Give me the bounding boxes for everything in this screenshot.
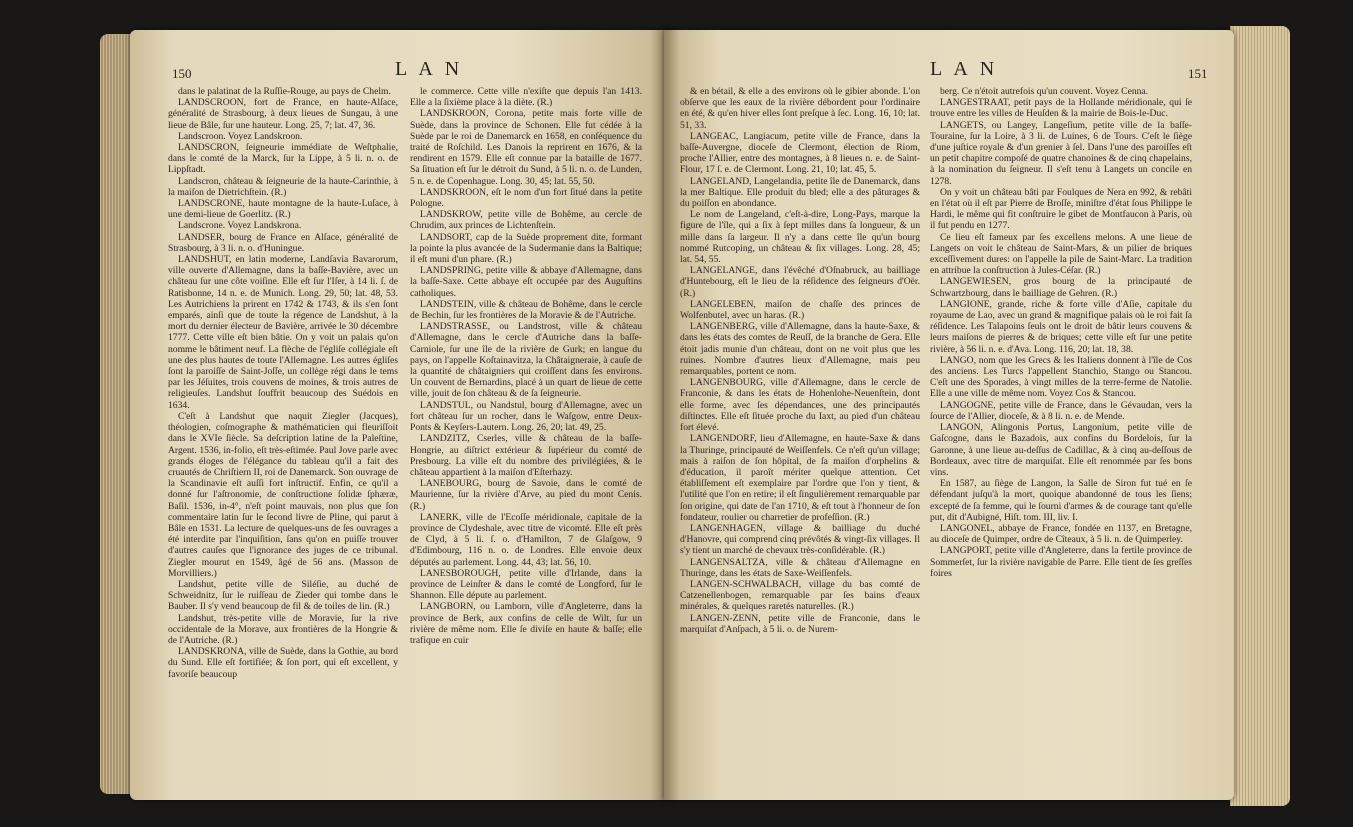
right-col1-entry: LANGENDORF, lieu d'Allemagne, en haute-Saxe & dans la Thuringe, principauté de Weiſſenfels. Ce n'eſt qu'un village; mais à raiſon de ſon hôpital, de ſa maiſon d'orphelins & d'éducation, il paroît mériter quelque attention. Cet établiſſement eſt exemplaire par l'ordre que l'on y tient, & l'utilité que l'on en retire; il eſt ſingulièrement remarquable par ſon origine, qui date de l'an 1710, & eſt tout à l'honneur de ſon fondateur, roulier ou charretier de profeſſion. (R.) xyxy=(680,433,920,523)
book-edge-left xyxy=(100,34,134,794)
right-page-number: 151 xyxy=(1188,66,1208,81)
right-col1-entry: LANGELAND, Langelandia, petite île de Danemarck, dans la mer Baltique. Elle produit du bled; elle a des pâturages & du poiſſon en abondance. xyxy=(680,175,920,210)
left-col2-entry: LANDSTEIN, ville & château de Bohême, dans le cercle de Bechin, ſur les frontières de la Moravie & de l'Autriche. xyxy=(410,298,642,322)
left-col1-entry: LANDSHUT, en latin moderne, Landſavia Bavarorum, ville ouverte d'Allemagne, dans la baſſe-Bavière, avec un château ſur une côte voiſine. Elle eſt ſur l'Iſer, à 14 li. ſ. de Ratisbonne, 14 n. e. de Munich. Long. 29, 50; lat. 48, 53. Les Autrichiens la prirent en 1742 & 1743, & ils s'en ſont emparés, ainſi que de toute la régence de Landshut, à la mort du dernier électeur de Bavière, arrivée le 30 décembre 1777. Cette ville eſt bien bâtie. On y voit un palais qu'on nomme le bâtiment neuf. La flèche de l'égliſe collégiale eſt une des plus hautes de toute l'Allemagne. Les autres égliſes ſont la paroiſſe de Saint-Joſſe, un collège régi dans le tems par les Jéſuites, trois couvens de moines, & trois autres de religieuſes. Landshut ſouffrit beaucoup des Suédois en 1634. xyxy=(168,254,398,411)
right-col2-entry: LANGONEL, abbaye de France, fondée en 1137, en Bretagne, au dioceſe de Quimper, ordre de Cîteaux, à 5 li. n. de Quimperley. xyxy=(930,522,1192,546)
right-col1-entry: LANGELEBEN, maiſon de chaſſe des princes de Wolfenbutel, avec un haras. (R.) xyxy=(680,298,920,322)
left-col2-entry: LANDSTRASSE, ou Landstrost, ville & château d'Allemagne, dans le cercle d'Autriche dans la baſſe-Carniole, ſur une île de la rivière de Gurk; en langue du pays, on l'appelle Koſtainavitza, la Châtaigneraie, à cauſe de la quantité de châtaigniers qui croiſſent dans ſes environs. Un couvent de Bernardins, placé à un quart de lieue de cette ville, jouit de ſon château & de ſa ſeigneurie. xyxy=(410,321,642,400)
right-col2-entry: LANGIONE, grande, riche & forte ville d'Aſie, capitale du royaume de Lao, avec un grand & magnifique palais où le roi fait ſa réſidence. Les Talapoins ſeuls ont le droit de bâtir leurs couvens & leurs maiſons de pierres & de briques; cette ville eſt ſur une petite rivière, à 56 li. n. e. d'Ava. Long. 116, 20; lat. 18, 38. xyxy=(930,298,1192,355)
book-gutter xyxy=(650,30,680,800)
right-col1-entry: LANGENBERG, ville d'Allemagne, dans la haute-Saxe, & dans les états des comtes de Reuſſ, de la branche de Gera. Elle étoit jadis munie d'un château, dont on ne voit plus que les ruines. Nombre d'autres lieux d'Allemagne, mais peu remarquables, portent ce nom. xyxy=(680,321,920,378)
right-col1-entry: LANGEAC, Langiacum, petite ville de France, dans la baſſe-Auvergne, dioceſe de Clermont, élection de Riom, proche l'Allier, entre des montagnes, à 8 lieues n. e. de Saint-Flour, 17 ſ. e. de Clermont. Long. 21, 10; lat. 45, 5. xyxy=(680,130,920,176)
left-col2-entry: LANDSKROW, petite ville de Bohême, au cercle de Chrudim, aux princes de Lichtenſtein. xyxy=(410,209,642,232)
left-col1-entry: C'eſt à Landshut que naquit Ziegler (Jacques), théologien, coſmographe & mathématicien qui fleuriſſoit dans le XVIe ſiècle. Sa deſcription latine de la Paleſtine, Argent. 1536, in-folio, eſt très-eſtimée. Paul Jove parle avec grands éloges de l'élégance du tableau qu'il a fait des cruautés de Chriſtiern II, roi de Danemarck. Son ouvrage de la Scandinavie eſt auſſi fort inſtructif. Enfin, ce qu'il a donné ſur l'aſtronomie, de conſtructione ſolidæ ſphæræ, Baſil. 1536, in-4°, n'eſt point mauvais, non plus que ſon commentaire latin ſur le ſecond livre de Pline, qui parut à Bâle en 1531. La lecture de quelques-uns de ſes ouvrages a été interdite par l'inquiſition, ſans qu'on en puiſſe trouver d'autres cauſes que l'ignorance des juges de ce tribunal. Ziegler mourut en 1549, âgé de 56 ans. (Masson de Morvilliers.) xyxy=(168,410,398,579)
right-col2-entry: LANGOGNE, petite ville de France, dans le Gévaudan, vers la ſource de l'Allier, dioceſe, & à 8 li. n. e. de Mende. xyxy=(930,399,1192,422)
right-col2-entry: On y voit un château bâti par Foulques de Nera en 992, & rebâti en l'état où il eſt par Pierre de Broſſe, miniſtre d'état ſous Philippe le Hardi, le même qui fit conſtruire le gibet de Montfaucon à Paris, où il fut pendu en 1277. xyxy=(930,186,1192,232)
right-col2-entry: LANGETS, ou Langey, Langeſium, petite ville de la baſſe-Touraine, ſur la Loire, à 3 li. de Luines, 6 de Tours. C'eſt le ſiège d'une juſtice royale & d'un grenier à ſel. Dans l'une des paroiſſes eſt un petit chapitre compoſé de quatre chanoines & de cinq chapelains, à la nomination du ſeigneur. Il s'eſt tenu à Langets un concile en 1278. xyxy=(930,119,1192,187)
left-col2-entry: LANDZITZ, Cserles, ville & château de la baſſe-Hongrie, au diſtrict extérieur & ſupérieur du comté de Presbourg. La ville eſt du nombre des privilégiées, & le château appartient à la maiſon d'Eſterhazy. xyxy=(410,433,642,478)
right-col2-entry: LANGEWIESEN, gros bourg de la principauté de Schwartzbourg, dans le bailliage de Gehren. (R.) xyxy=(930,276,1192,299)
right-col2-entry: LANGO, nom que les Grecs & les Italiens donnent à l'île de Cos des anciens. Les Turcs l'appellent Stanchio, Stango ou Stancou. C'eſt une des Sporades, à vingt milles de la terre-ferme de Natolie. Elle a une ville de même nom. Voyez Cos & Stancou. xyxy=(930,354,1192,400)
left-col1-entry: Landscrone. Voyez Landskrona. xyxy=(178,220,302,232)
left-col1-entry: Landshut, petite ville de Siléſie, au duché de Schweidnitz, ſur le ruiſſeau de Zieder qui tombe dans le Bauber. Il s'y vend beaucoup de fil & de toiles de lin. (R.) xyxy=(168,578,398,613)
right-running-header: L A N xyxy=(930,58,999,80)
left-col1-entry: LANDSCRON, ſeigneurie immédiate de Weſtphalie, dans le comté de la Marck, ſur la Lippe, à 5 li. n. o. de Lippſtadt. xyxy=(168,142,398,176)
right-col2-entry: LANGON, Alingonis Portus, Langonium, petite ville de Gaſcogne, dans le Bazadois, aux confins du Bordelois, ſur la Garonne, à une lieue au-deſſus de Cadillac, & à cinq au-deſſous de Bordeaux, avec titre de marquiſat. Elle eſt renommée par ſes bons vins. xyxy=(930,422,1192,478)
right-col1-entry: Le nom de Langeland, c'eſt-à-dire, Long-Pays, marque la figure de l'île, qui a ſix à ſept milles dans ſa longueur, & un mille dans ſa largeur. Il n'y a dans cette île qu'un bourg nommé Rutcoping, un château & ſix villages. Long. 28, 45; lat. 54, 55. xyxy=(680,209,920,266)
left-page-column-2 xyxy=(410,86,642,806)
left-col1-entry: dans le palatinat de la Ruſſie-Rouge, au pays de Chelm. xyxy=(178,86,391,97)
left-col2-entry: le commerce. Cette ville n'exiſte que depuis l'an 1413. Elle a la ſixième place à la diète. (R.) xyxy=(410,86,642,109)
left-col1-entry: LANDSCRONE, haute montagne de la haute-Luſace, à une demi-lieue de Goerlitz. (R.) xyxy=(168,198,398,221)
left-page-number: 150 xyxy=(172,66,192,81)
left-col1-entry: Landshut, très-petite ville de Moravie, ſur la rive occidentale de la Morave, aux frontières de la Hongrie & de l'Autriche. (R.) xyxy=(168,612,398,646)
left-page-column-1 xyxy=(168,86,398,806)
right-page-column-1 xyxy=(680,86,920,806)
right-col1-entry: LANGELANGE, dans l'évêché d'Oſnabruck, au bailliage d'Huntebourg, eſt le lieu de la réſidence des ſeigneurs d'Oër. (R.) xyxy=(680,265,920,299)
right-col2-entry: berg. Ce n'étoit autrefois qu'un couvent. Voyez Cenna. xyxy=(940,86,1149,97)
right-col1-entry: LANGENSALTZA, ville & château d'Allemagne en Thuringe, dans les états de Saxe-Weiſſenfels. xyxy=(680,556,920,579)
left-col1-entry: LANDSKRONA, ville de Suède, dans la Gothie, au bord du Sund. Elle eſt fortifiée; & ſon port, qui eſt excellent, y favoriſe beaucoup xyxy=(168,646,398,680)
right-col2-entry: Ce lieu eſt fameux par ſes excellens melons. A une lieue de Langets on voit le château de Saint-Mars, & un pilier de briques exceſſivement dures: on l'appelle la pile de Saint-Marc. La tradition en attribue la conſtruction à Jules-Céſar. (R.) xyxy=(930,231,1192,277)
right-col1-entry: LANGEN-SCHWALBACH, village du bas comté de Catzenellenbogen, remarquable par ſes bains d'eaux minérales, & quelques raretés naturelles. (R.) xyxy=(680,578,920,613)
right-col1-entry: LANGENBOURG, ville d'Allemagne, dans le cercle de Franconie, & dans les états de Hohenlohe-Neuenſtein, dont elle forme, avec ſes dépendances, une des principautés diſtinctes. Elle eſt ſituée proche du Iaxt, au pied d'un château fort élevé. xyxy=(680,377,920,434)
right-col1-entry: LANGEN-ZENN, petite ville de Franconie, dans le marquiſat d'Anſpach, à 5 li. o. de Nurem- xyxy=(680,612,920,635)
left-col2-entry: LANDSORT, cap de la Suède proprement dite, formant la pointe la plus avancée de la Sudermanie dans la Baltique; il eſt muni d'un phare. (R.) xyxy=(410,231,642,266)
left-col2-entry: LANDSKROON, eſt le nom d'un fort ſitué dans la petite Pologne. xyxy=(410,186,642,210)
right-col1-entry: LANGENHAGEN, village & bailliage du duché d'Hanovre, qui comprend cinq prévôtés & vingt-ſix villages. Il s'y tient un marché de chevaux très-conſidérable. (R.) xyxy=(680,522,920,557)
left-col1-entry: LANDSER, bourg de France en Alſace, généralité de Strasbourg, à 3 li. n. o. d'Huningue. xyxy=(168,231,398,254)
book-edge-right xyxy=(1230,26,1290,806)
left-col2-entry: LANDSKROON, Corona, petite mais forte ville de Suède, dans la province de Schonen. Elle fut cédée à la Suède par le roi de Danemarck en 1658, en conſéquence du traité de Roſchild. Les Danois la reprirent en 1676, & la rendirent en 1579. Elle eſt connue par la bataille de 1677. Sa ſituation eſt ſur le détroit du Sund, à 5 li. n. o. de Lunden, 5 n. e. de Copenhague. Long. 30, 45; lat. 55, 50. xyxy=(410,108,642,187)
right-col2-entry: LANGPORT, petite ville d'Angleterre, dans la fertile province de Sommerſet, ſur la rivière navigable de Parre. Elle tient de ſes greſſes foires xyxy=(930,545,1192,579)
left-running-header: L A N xyxy=(395,58,464,80)
right-col2-entry: En 1587, au ſiège de Langon, la Salle de Siron fut tué en ſe défendant juſqu'à la mort, quoique abandonné de tous les ſiens; excepté de ſa femme, qui le ſourni d'armes & de courage tant qu'elle put, dit d'Aubigné, Hiſt. tom. III, liv. I. xyxy=(930,478,1192,523)
left-col2-entry: LANERK, ville de l'Ecoſſe méridionale, capitale de la province de Clydeshale, avec titre de vicomté. Elle eſt près de Clyd, à 5 li. ſ. o. d'Hamilton, 7 de Glaſgow, 9 d'Edimbourg, 116 n. o. de Londres. Elle envoie deux députés au parlement. Long. 44, 43; lat. 56, 10. xyxy=(410,511,642,568)
right-col2-entry: LANGESTRAAT, petit pays de la Hollande méridionale, qui ſe trouve entre les villes de Heuſden & la mairie de Bois-le-Duc. xyxy=(930,97,1192,120)
left-col1-entry: Landscron, château & ſeigneurie de la haute-Carinthie, à la maiſon de Dietrichſtein. (R.) xyxy=(168,175,398,198)
left-col2-entry: LANDSTUL, ou Nandstul, bourg d'Allemagne, avec un fort château ſur un rocher, dans le Waſgow, entre Deux-Ponts & Keyſers-Lautern. Long. 26, 20; lat. 49, 25. xyxy=(410,399,642,434)
right-page-column-2 xyxy=(930,86,1192,806)
left-col2-entry: LANESBOROUGH, petite ville d'Irlande, dans la province de Leinſter & dans le comté de Longford, ſur le Shannon. Elle députe au parlement. xyxy=(410,567,642,602)
right-col1-entry: & en bétail, & elle a des environs où le gibier abonde. L'on obſerve que les eaux de la rivière débordent pour l'ordinaire en été, & qu'en hiver elles ſont preſque à ſec. Long. 16, 10; lat. 51, 33. xyxy=(680,86,920,131)
left-col2-entry: LANGBORN, ou Lamborn, ville d'Angleterre, dans la province de Berk, aux confins de celle de Wilt, ſur un rivière de même nom. Elle ſe diviſe en haute & baſſe; elle trafique en cuir xyxy=(410,601,642,646)
left-col1-entry: Landscroon. Voyez Landskroon. xyxy=(178,130,303,142)
left-col2-entry: LANDSPRING, petite ville & abbaye d'Allemagne, dans la baſſe-Saxe. Cette abbaye eſt occupée par des Auguſtins catholiques. xyxy=(410,265,642,299)
left-col2-entry: LANEBOURG, bourg de Savoie, dans le comté de Maurienne, ſur la rivière d'Arve, au pied du mont Cenis. (R.) xyxy=(410,478,642,512)
left-col1-entry: LANDSCROON, fort de France, en haute-Alſace, généralité de Strasbourg, à deux lieues de Sungau, à une lieue de Bâle, ſur une hauteur. Long. 25, 7; lat. 47, 36. xyxy=(168,97,398,131)
